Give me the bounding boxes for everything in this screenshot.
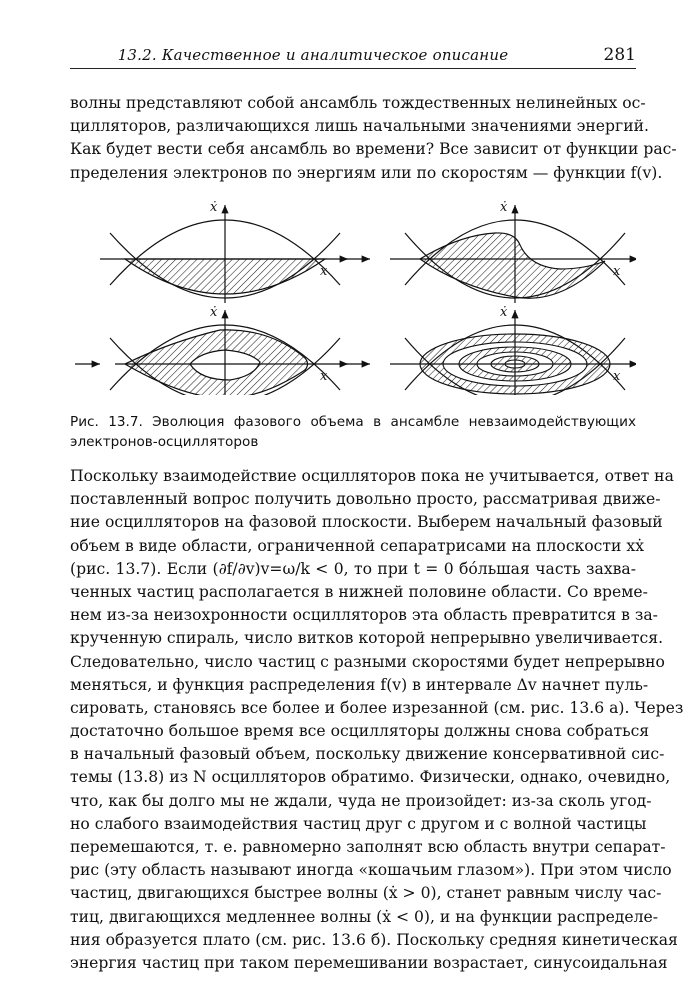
text-line: цилляторов, различающихся лишь начальными значениями энергий. [70,117,649,136]
running-header [70,40,636,70]
text-line: меняться, и функция распределения f(v) в интервале Δv начнет пуль- [70,675,649,694]
text-line: объем в виде области, ограниченной сепаратрисами на плоскости xẋ [70,536,644,555]
text-line: что, как бы долго мы не ждали, чуда не произойдет: из-за сколь угод- [70,791,652,810]
text-line: в начальный фазовый объем, поскольку движение консервативной сис- [70,745,665,764]
top-paragraph [70,92,677,185]
text-line: перемешаются, т. е. равномерно заполнят всю область внутри сепарат- [70,838,666,856]
figure-13-7 [70,195,636,395]
text-line: волны представляют собой ансамбль тождественных нелинейных ос- [70,94,646,112]
text-line: достаточно большое время все осцилляторы должны снова собраться [70,722,650,741]
text-line: крученную спираль, число витков которой непрерывно увеличивается. [70,629,664,648]
header-rule [70,68,636,69]
text-line: частиц, двигающихся быстрее волны (ẋ > 0), станет равным числу час- [70,884,662,903]
text-line: темы (13.8) из N осцилляторов обратимо. Физически, однако, очевидно, [70,768,671,787]
xdot-label: ẋ [500,305,508,320]
text-line: Поскольку взаимодействие осцилляторов пока не учитывается, ответ на [70,467,674,485]
x-label: x [320,369,328,384]
text-line: ния образуется плато (см. рис. 13.6 б). Поскольку средняя кинетическая [70,930,678,949]
text-line: ние осцилляторов на фазовой плоскости. Выберем начальный фазовый [70,513,663,532]
xdot-label: ẋ [500,200,508,215]
caption-line: электронов-осцилляторов [70,434,259,450]
xdot-label: ẋ [210,200,218,215]
x-label: x [320,264,328,279]
text-line: но слабого взаимодействия частиц друг с другом и с волной частицы [70,814,647,833]
text-line: рис (эту область называют иногда «кошачьим глазом»). При этом число [70,861,672,880]
text-line: поставленный вопрос получить довольно просто, рассматривая движе- [70,490,661,509]
text-line: сировать, становясь все более и более изрезанной (см. рис. 13.6 а). Через [70,698,684,717]
x-label: x [613,264,621,279]
filled-phase-volume [420,233,605,298]
header-title: 13.2. Качественное и аналитическое описание [117,46,509,64]
text-line: нем из-за неизохронности осцилляторов эта область превратится в за- [70,606,658,625]
text-line: энергия частиц при таком перемешивании возрастает, синусоидальная [70,953,668,972]
figure-caption [70,412,636,452]
page-number: 281 [603,45,636,65]
text-line: Следовательно, число частиц с разными скоростями будет непрерывно [70,652,665,671]
phase-panel-initial [100,195,348,303]
text-line: тиц, двигающихся медленнее волны (ẋ < 0), и на функции распределе- [70,907,659,926]
text-line: ченных частиц располагается в нижней половине области. Со време- [70,582,648,601]
phase-panel-spiral-many [345,305,636,395]
x-label: x [613,369,621,384]
main-paragraph [70,465,684,975]
text-line: (рис. 13.7). Если (∂f/∂v)v=ω/k < 0, то при t = 0 бóльшая часть захва- [70,559,636,578]
xdot-label: ẋ [210,305,218,320]
phase-panel-spiral-1 [75,305,348,395]
caption-line: Рис. 13.7. Эволюция фазового объема в ансамбле невзаимодействующих [70,414,636,430]
text-line: Как будет вести себя ансамбль во времени? Все зависит от функции рас- [70,140,677,159]
phase-panel-curl [345,200,636,303]
text-line: пределения электронов по энергиям или по скоростям — функции f(v). [70,163,663,182]
